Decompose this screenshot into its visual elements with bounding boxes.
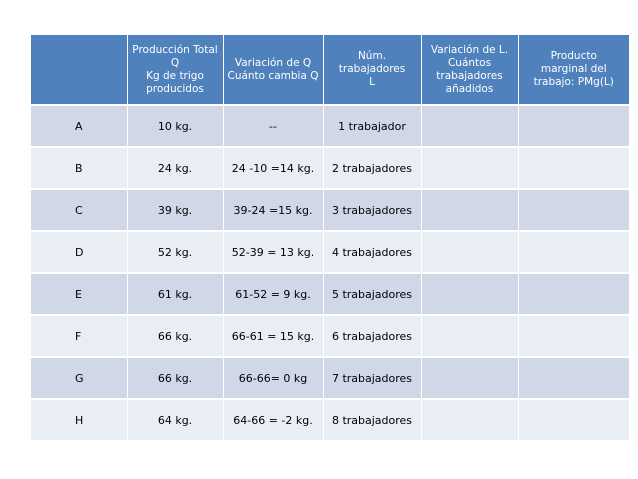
table-row [31, 147, 629, 189]
marginal-product-cell [518, 273, 629, 315]
marginal-product-cell [518, 357, 629, 399]
header-cell-workers: Núm. trabajadores L [323, 35, 421, 105]
production-cell: 66 kg. [127, 357, 223, 399]
header-cell-total-production: Producción Total Q Kg de trigo producidos [127, 35, 223, 105]
row-label-cell: G [31, 357, 127, 399]
production-cell: 24 kg. [127, 147, 223, 189]
production-cell: 64 kg. [127, 399, 223, 440]
table-row [31, 105, 629, 147]
change-l-cell [421, 105, 518, 147]
change-q-cell: 39-24 =15 kg. [223, 189, 323, 231]
row-label-cell: E [31, 273, 127, 315]
workers-cell: 7 trabajadores [323, 357, 421, 399]
change-q-cell: 24 -10 =14 kg. [223, 147, 323, 189]
workers-cell: 5 trabajadores [323, 273, 421, 315]
header-cell-marginal-product: Producto marginal del trabajo: PMg(L) [518, 35, 629, 105]
row-label-cell: D [31, 231, 127, 273]
table-row [31, 231, 629, 273]
marginal-product-cell [518, 147, 629, 189]
change-l-cell [421, 273, 518, 315]
change-q-cell: 66-66= 0 kg [223, 357, 323, 399]
marginal-product-cell [518, 231, 629, 273]
header-cell-row-label [31, 35, 127, 105]
marginal-product-cell [518, 315, 629, 357]
change-l-cell [421, 231, 518, 273]
change-l-cell [421, 147, 518, 189]
marginal-product-cell [518, 189, 629, 231]
production-cell: 10 kg. [127, 105, 223, 147]
workers-cell: 6 trabajadores [323, 315, 421, 357]
change-l-cell [421, 357, 518, 399]
workers-cell: 4 trabajadores [323, 231, 421, 273]
change-l-cell [421, 189, 518, 231]
workers-cell: 1 trabajador [323, 105, 421, 147]
table-row [31, 357, 629, 399]
change-q-cell: 64-66 = -2 kg. [223, 399, 323, 440]
change-q-cell: 66-61 = 15 kg. [223, 315, 323, 357]
workers-cell: 3 trabajadores [323, 189, 421, 231]
change-l-cell [421, 399, 518, 440]
production-cell: 39 kg. [127, 189, 223, 231]
row-label-cell: B [31, 147, 127, 189]
change-q-cell: 52-39 = 13 kg. [223, 231, 323, 273]
production-table [31, 35, 629, 440]
row-label-cell: A [31, 105, 127, 147]
table-row [31, 315, 629, 357]
production-cell: 66 kg. [127, 315, 223, 357]
production-cell: 52 kg. [127, 231, 223, 273]
change-q-cell: 61-52 = 9 kg. [223, 273, 323, 315]
production-table-container [31, 35, 629, 440]
table-row [31, 399, 629, 440]
change-l-cell [421, 315, 518, 357]
table-row [31, 273, 629, 315]
marginal-product-cell [518, 105, 629, 147]
table-row [31, 189, 629, 231]
workers-cell: 2 trabajadores [323, 147, 421, 189]
marginal-product-cell [518, 399, 629, 440]
workers-cell: 8 trabajadores [323, 399, 421, 440]
header-cell-change-l: Variación de L. Cuántos trabajadores añadidos [421, 35, 518, 105]
production-cell: 61 kg. [127, 273, 223, 315]
row-label-cell: C [31, 189, 127, 231]
header-row [31, 35, 629, 105]
header-cell-change-q: Variación de Q Cuánto cambia Q [223, 35, 323, 105]
row-label-cell: H [31, 399, 127, 440]
row-label-cell: F [31, 315, 127, 357]
change-q-cell: -- [223, 105, 323, 147]
